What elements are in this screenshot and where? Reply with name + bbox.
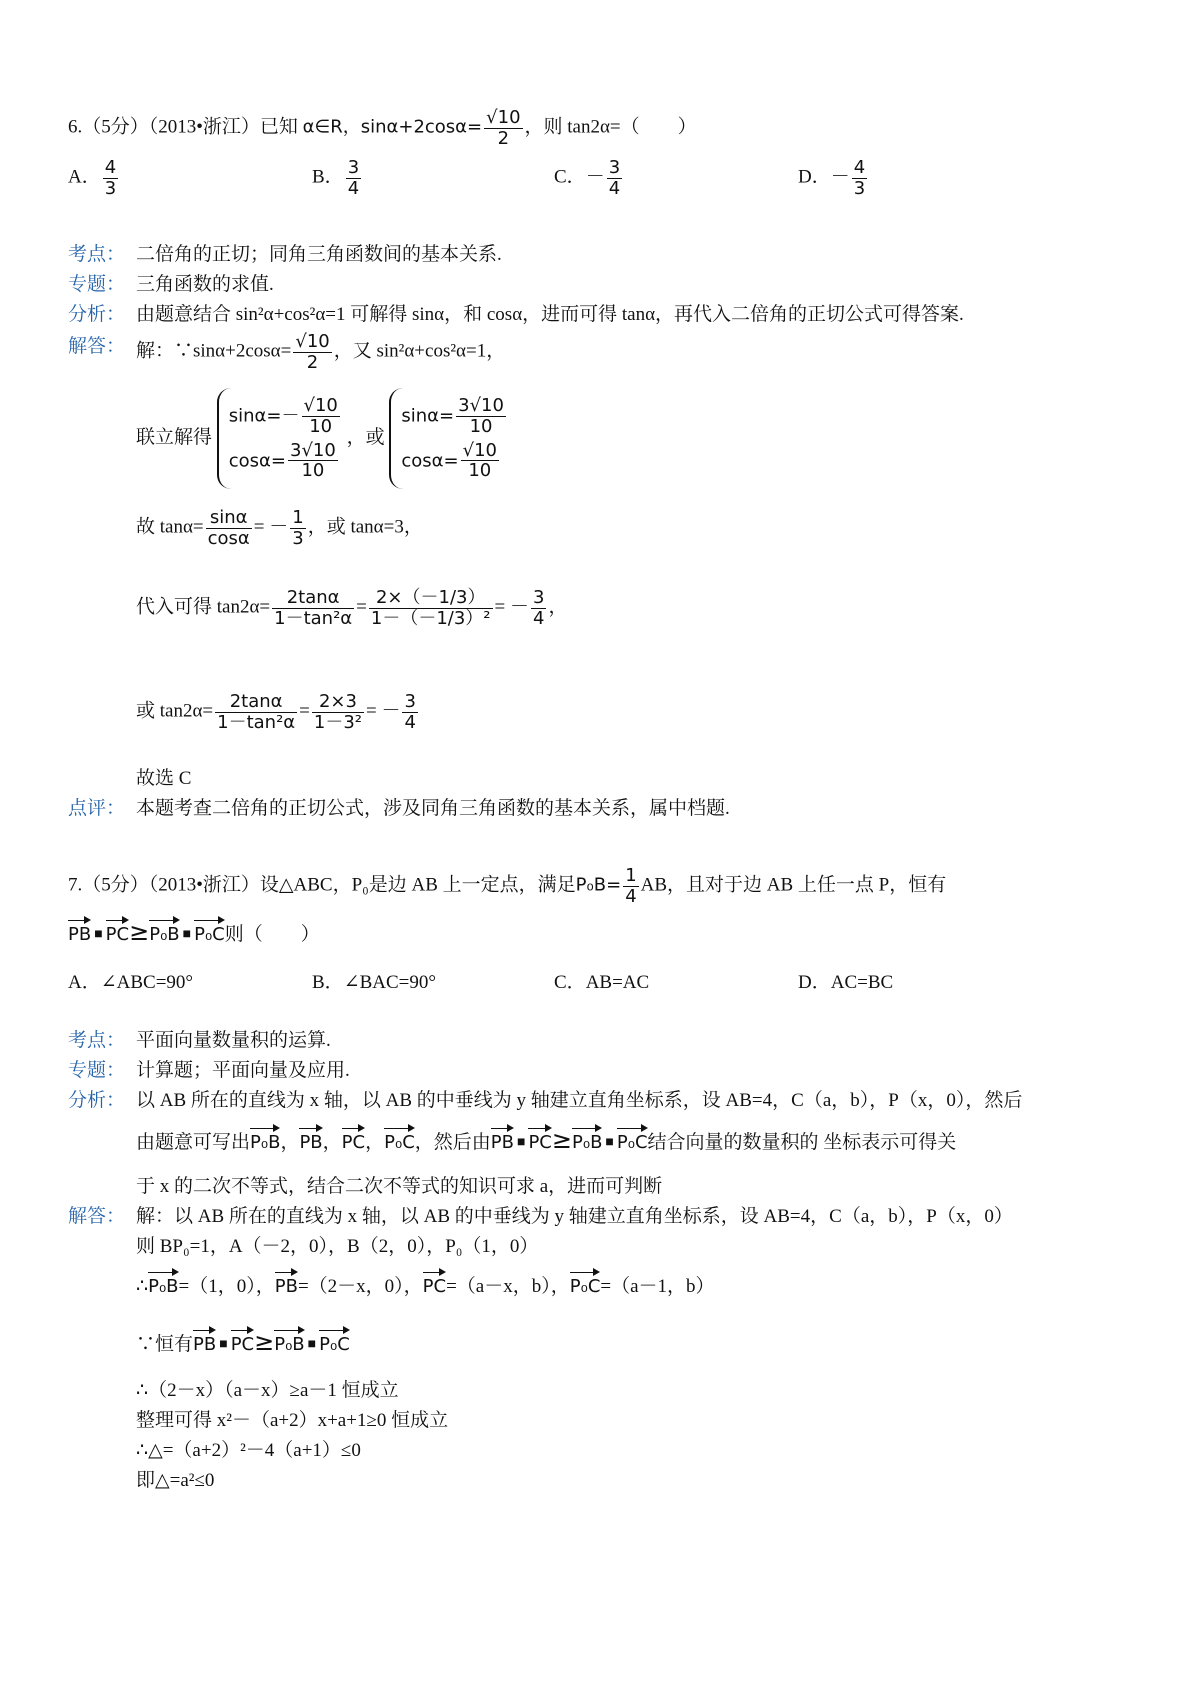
q7-jieda-row bbox=[68, 1206, 1013, 1229]
q6-choice-a-num: 4 bbox=[104, 157, 117, 178]
q6-sol-line3 bbox=[136, 508, 423, 549]
q6-choice-c-letter: C． bbox=[554, 166, 586, 188]
q6-sol5-den2: 1－3² bbox=[313, 711, 363, 733]
q6-sol5-result-num: 3 bbox=[404, 691, 416, 712]
q7-sol-line3 bbox=[136, 1270, 715, 1299]
q6-dianping-row bbox=[68, 798, 730, 821]
q6-system-2 bbox=[389, 388, 508, 489]
q7-stem-quarter-den: 4 bbox=[625, 885, 637, 907]
q6-sol2-mid: ，或 bbox=[346, 427, 385, 449]
q6-sol5-a: 或 tan2α= bbox=[136, 700, 214, 722]
dot-icon: ■ bbox=[94, 927, 103, 943]
q7-sol3-v4: =（a－1，b） bbox=[600, 1276, 715, 1297]
q6-jieda-label: 解答： bbox=[68, 336, 126, 357]
q6-system-1-line2 bbox=[229, 441, 342, 482]
q7-stem-b: P₀B= bbox=[575, 874, 622, 896]
q6-choice-a-fraction bbox=[103, 158, 118, 199]
q6-choice-d-num: 4 bbox=[853, 157, 866, 178]
q7-fenxi-vec-p0b: P₀B bbox=[250, 1126, 280, 1154]
q7-sol4-vec-p0b: P₀B bbox=[274, 1328, 304, 1356]
q7-vec-pc: PC bbox=[106, 918, 129, 946]
q7-fenxi-vec-p0b-2: P₀B bbox=[572, 1126, 602, 1154]
q6-choice-d-fraction bbox=[852, 158, 867, 199]
q7-vec-pb: PB bbox=[68, 918, 91, 946]
q6-sol-line6: 故选 C bbox=[136, 768, 192, 789]
q6-zhuanti-text: 三角函数的求值. bbox=[136, 274, 274, 295]
q7-kaodian-text: 平面向量数量积的运算. bbox=[136, 1030, 331, 1051]
q6-stem-frac-num: √10 bbox=[486, 107, 521, 128]
q6-sol4-result-num: 3 bbox=[533, 587, 545, 608]
q6-sol4-substituted bbox=[369, 588, 493, 629]
q6-sol4-result bbox=[531, 588, 546, 629]
q6-system-1 bbox=[217, 388, 342, 489]
q6-choice-a-letter: A． bbox=[68, 166, 101, 188]
q6-sol-line1 bbox=[136, 332, 505, 373]
q6-sol-line4: 代入可得 tan2α= $\frac{2\tan\alpha}{\text{1－tan²α}}$ = $\frac{2\times(-1/3)}{\text{1－（－1/3）²}}$ = － $\frac{3}{4}$ ， bbox=[136, 587, 568, 629]
q6-choice-d-letter: D． bbox=[798, 166, 831, 188]
q6-choice-a-den: 3 bbox=[104, 177, 117, 199]
q6-kaodian-row bbox=[68, 244, 502, 267]
q7-choice-c-letter: C． bbox=[554, 972, 586, 993]
q6-sol5-result-den: 4 bbox=[404, 711, 416, 733]
q7-geq: ≥ bbox=[129, 918, 150, 946]
q6-zhuanti-label: 专题： bbox=[68, 274, 126, 295]
q7-choice-a-letter: A． bbox=[68, 972, 101, 993]
q7-stem-a: 7.（5分）（2013•浙江）设△ABC，P₀是边 AB 上一定点，满足 bbox=[68, 874, 576, 896]
q6-sys1-l2: cosα= bbox=[228, 449, 286, 471]
q6-sys1-l1-frac bbox=[302, 396, 340, 437]
q6-fenxi-row bbox=[68, 304, 964, 327]
q6-sys1-l1: sinα=－ bbox=[228, 405, 300, 427]
q7-fenxi-vec-pc: PC bbox=[342, 1126, 365, 1154]
q6-sol3-cos: cosα bbox=[207, 527, 250, 549]
q7-stem-line1 bbox=[68, 866, 946, 907]
q7-fenxi2-c: 结合向量的数量积的 坐标表示可得关 bbox=[647, 1132, 957, 1153]
q7-fenxi-vec-p0c-2: P₀C bbox=[617, 1126, 648, 1154]
q7-zhuanti-row bbox=[68, 1060, 350, 1083]
q7-zhuanti-label: 专题： bbox=[68, 1060, 126, 1081]
q7-choice-b-letter: B． bbox=[312, 972, 344, 993]
q7-stem-line2 bbox=[68, 918, 320, 947]
q7-stem-d: 则（ ） bbox=[224, 924, 320, 945]
q7-stem-c: AB，且对于边 AB 上任一点 P，恒有 bbox=[640, 874, 947, 896]
q7-stem-quarter bbox=[623, 866, 638, 907]
q7-fenxi2-comma: ， bbox=[280, 1132, 300, 1153]
q6-sys2-l1-num: 3√10 bbox=[458, 395, 504, 416]
q6-sol5-substituted bbox=[312, 692, 364, 733]
q6-kaodian-text: 二倍角的正切；同角三角函数间的基本关系. bbox=[136, 244, 502, 265]
q6-choice-b-letter: B． bbox=[312, 166, 344, 188]
q7-choice-d-text: AC=BC bbox=[830, 972, 894, 993]
q7-fenxi-vec-pb-2: PB bbox=[491, 1126, 514, 1154]
q6-sys2-l2-frac bbox=[461, 441, 499, 482]
q7-sol3-v3: =（a－x，b）， bbox=[446, 1276, 570, 1297]
q6-sys2-l1: sinα= bbox=[401, 405, 455, 427]
q6-sol1-b: ，又 sin²α+cos²α=1， bbox=[333, 340, 506, 362]
q6-fenxi-text: 由题意结合 sin²α+cos²α=1 可解得 sinα，和 cosα，进而可得 tanα，再代入二倍角的正切公式可得答案. bbox=[136, 304, 964, 325]
q6-sol4-b: = － bbox=[494, 596, 529, 618]
q6-sol4-result-den: 4 bbox=[533, 607, 545, 629]
q7-fenxi-label: 分析： bbox=[68, 1090, 126, 1111]
q6-sys1-l1-den: 10 bbox=[309, 415, 333, 437]
dot-icon: ■ bbox=[307, 1337, 317, 1353]
q7-fenxi-geq: ≥ bbox=[551, 1126, 572, 1154]
q6-choice-c-num: 3 bbox=[608, 157, 621, 178]
q6-stem-fraction bbox=[484, 108, 522, 149]
q7-sol-line8: 即△=a²≤0 bbox=[136, 1470, 215, 1491]
q7-sol3-vec-pc: PC bbox=[423, 1270, 446, 1298]
q6-sol4-den2: 1－（－1/3）² bbox=[370, 607, 491, 629]
q7-sol3-v1: =（1，0）， bbox=[178, 1276, 275, 1297]
q6-sys1-l2-frac bbox=[288, 441, 338, 482]
q6-sol3-third bbox=[290, 508, 305, 549]
q6-choice-d-den: 3 bbox=[853, 177, 866, 199]
q7-vec-p0c: P₀C bbox=[194, 918, 225, 946]
q6-choice-b-num: 3 bbox=[347, 157, 360, 178]
q6-choice-c bbox=[554, 158, 624, 199]
q6-sol1-num: √10 bbox=[295, 331, 330, 352]
q7-choice-b-text: ∠BAC=90° bbox=[343, 972, 436, 993]
dot-icon: ■ bbox=[516, 1135, 526, 1151]
q7-fenxi-line2 bbox=[136, 1126, 956, 1155]
q7-sol4-vec-p0c: P₀C bbox=[319, 1328, 350, 1356]
q7-sol3-vec-pb: PB bbox=[275, 1270, 298, 1298]
q7-choice-c bbox=[554, 972, 649, 995]
q6-choice-c-fraction bbox=[607, 158, 622, 199]
q6-sol3-ratio bbox=[206, 508, 252, 549]
q6-sol4-a: 代入可得 tan2α= bbox=[136, 596, 271, 618]
q6-sol1-den: 2 bbox=[306, 351, 319, 373]
q6-sys2-l1-den: 10 bbox=[469, 415, 493, 437]
q7-fenxi2-b: ，然后由 bbox=[414, 1132, 491, 1153]
q7-fenxi-vec-pb: PB bbox=[299, 1126, 322, 1154]
q7-sol3-v2: =（2－x，0）， bbox=[297, 1276, 423, 1297]
q7-kaodian-row bbox=[68, 1030, 331, 1053]
q6-sol3-b: = － bbox=[253, 516, 289, 538]
q6-sol5-formula bbox=[215, 692, 297, 733]
q6-sys1-l1-num: √10 bbox=[303, 395, 338, 416]
q6-sol3-sin: sinα bbox=[206, 508, 252, 529]
q6-choice-c-den: 4 bbox=[608, 177, 621, 199]
q6-stem-suffix: ，则 tan2α=（ ） bbox=[524, 116, 697, 138]
q7-sol-line4 bbox=[136, 1328, 350, 1357]
q7-choice-a-text: ∠ABC=90° bbox=[100, 972, 194, 993]
q6-choice-b bbox=[312, 158, 363, 199]
q7-choice-d bbox=[798, 972, 893, 995]
q6-kaodian-label: 考点： bbox=[68, 244, 126, 265]
dot-icon: ■ bbox=[219, 1337, 228, 1353]
q6-stem bbox=[68, 108, 697, 149]
q6-sol3-third-num: 1 bbox=[292, 507, 304, 528]
q7-sol4-a: ∵恒有 bbox=[136, 1334, 194, 1355]
q6-stem-frac-den: 2 bbox=[497, 127, 510, 149]
q7-fenxi-vec-p0c: P₀C bbox=[384, 1126, 415, 1154]
q6-choice-a bbox=[68, 158, 120, 199]
dot-icon: ■ bbox=[605, 1135, 614, 1151]
q7-sol-line2: 则 BP₀=1，A（－2，0），B（2，0），P₀（1，0） bbox=[136, 1236, 539, 1257]
q6-system-1-line1 bbox=[229, 396, 342, 437]
q7-sol-line7: ∴△=（a+2）²－4（a+1）≤0 bbox=[136, 1440, 361, 1461]
q7-sol4-vec-pb: PB bbox=[193, 1328, 216, 1356]
q6-sol3-a: 故 tanα= bbox=[136, 516, 204, 538]
q6-sol5-b: = － bbox=[366, 700, 401, 722]
q6-choice-c-sign: － bbox=[585, 166, 605, 188]
q6-stem-condition: α∈R，sinα+2cosα= bbox=[302, 116, 483, 138]
q7-sol4-geq: ≥ bbox=[254, 1328, 275, 1356]
q7-vec-p0b: P₀B bbox=[149, 918, 179, 946]
q7-fenxi-vec-pc-2: PC bbox=[528, 1126, 551, 1154]
q7-choice-c-text: AB=AC bbox=[585, 972, 650, 993]
q6-fenxi-label: 分析： bbox=[68, 304, 126, 325]
q6-sol5-num2: 2×3 bbox=[312, 692, 364, 713]
q7-zhuanti-text: 计算题；平面向量及应用. bbox=[136, 1060, 350, 1081]
q6-sol5-den: 1－tan²α bbox=[217, 711, 296, 733]
q7-fenxi-row bbox=[68, 1090, 1023, 1113]
q6-sol4-formula bbox=[272, 588, 354, 629]
q7-fenxi-line3: 于 x 的二次不等式，结合二次不等式的知识可求 a，进而可判断 bbox=[136, 1176, 663, 1197]
q6-zhuanti-row bbox=[68, 274, 274, 297]
q6-sys2-l1-frac bbox=[456, 396, 506, 437]
q7-fenxi2-comma: ， bbox=[365, 1132, 385, 1153]
q7-sol-line1: 解：以 AB 所在的直线为 x 轴，以 AB 的中垂线为 y 轴建立直角坐标系，设 AB=4，C（a，b），P（x，0） bbox=[136, 1206, 1013, 1227]
q6-sol4-c: ， bbox=[548, 596, 568, 618]
q6-jieda-row bbox=[68, 336, 125, 359]
q7-stem-quarter-num: 1 bbox=[625, 865, 637, 886]
q6-choice-d-sign: － bbox=[830, 166, 850, 188]
q6-choice-d bbox=[798, 158, 869, 199]
q6-system-2-line2 bbox=[401, 441, 508, 482]
q6-sol1-fraction bbox=[293, 332, 331, 373]
q6-sol-line2 bbox=[136, 388, 508, 489]
q6-sol1-a: 解：∵sinα+2cosα= bbox=[136, 340, 292, 362]
q6-sol3-third-den: 3 bbox=[292, 527, 304, 549]
q7-jieda-label: 解答： bbox=[68, 1206, 126, 1227]
q6-sol4-den: 1－tan²α bbox=[274, 607, 353, 629]
q7-fenxi-text1: 以 AB 所在的直线为 x 轴，以 AB 的中垂线为 y 轴建立直角坐标系，设 AB=4，C（a，b），P（x，0），然后 bbox=[136, 1090, 1023, 1111]
q7-sol-line5: ∴（2－x）（a－x）≥a－1 恒成立 bbox=[136, 1380, 399, 1401]
q6-dianping-label: 点评： bbox=[68, 798, 126, 819]
q6-sys2-l2-den: 10 bbox=[468, 460, 492, 482]
q6-choice-b-den: 4 bbox=[347, 177, 360, 199]
q6-sys1-l2-den: 10 bbox=[301, 460, 325, 482]
q6-system-2-line1 bbox=[401, 396, 508, 437]
q6-sol5-result bbox=[402, 692, 417, 733]
q6-choice-b-fraction bbox=[346, 158, 361, 199]
dot-icon: ■ bbox=[182, 927, 192, 943]
q7-choice-b bbox=[312, 972, 436, 995]
q6-sol3-c: ，或 tanα=3， bbox=[307, 516, 423, 538]
q6-dianping-text: 本题考查二倍角的正切公式，涉及同角三角函数的基本关系，属中档题. bbox=[136, 798, 730, 819]
q6-stem-prefix: 6.（5分）（2013•浙江）已知 bbox=[68, 116, 298, 138]
q6-sys2-l2: cosα= bbox=[401, 449, 459, 471]
q6-sol4-num: 2tanα bbox=[272, 588, 354, 609]
q6-sol2-pre: 联立解得 bbox=[136, 427, 213, 449]
q7-fenxi2-comma: ， bbox=[322, 1132, 342, 1153]
q6-sys1-l2-num: 3√10 bbox=[290, 439, 336, 461]
q7-choice-d-letter: D． bbox=[798, 972, 831, 993]
q7-sol-line6: 整理可得 x²－（a+2）x+a+1≥0 恒成立 bbox=[136, 1410, 449, 1431]
q6-sys2-l2-num: √10 bbox=[462, 439, 497, 461]
q7-sol3-vec-p0c: P₀C bbox=[570, 1270, 601, 1298]
q6-sol-line5: 或 tan2α= $\frac{2\tan\alpha}{\text{1－tan²α}}$ = $\frac{2\times 3}{\text{1－3²}}$ = － $\frac{3}{4}$ bbox=[136, 691, 416, 733]
q7-sol3-a: ∴ bbox=[136, 1276, 149, 1297]
q7-kaodian-label: 考点： bbox=[68, 1030, 126, 1051]
q7-sol3-vec-p0b: P₀B bbox=[148, 1270, 178, 1298]
q6-sol5-num: 2tanα bbox=[215, 692, 297, 713]
q6-sol4-num2: 2×（－1/3） bbox=[369, 588, 493, 609]
q7-fenxi2-a: 由题意可写出 bbox=[136, 1132, 251, 1153]
q7-choice-a bbox=[68, 972, 193, 995]
q7-sol4-vec-pc: PC bbox=[231, 1328, 254, 1356]
